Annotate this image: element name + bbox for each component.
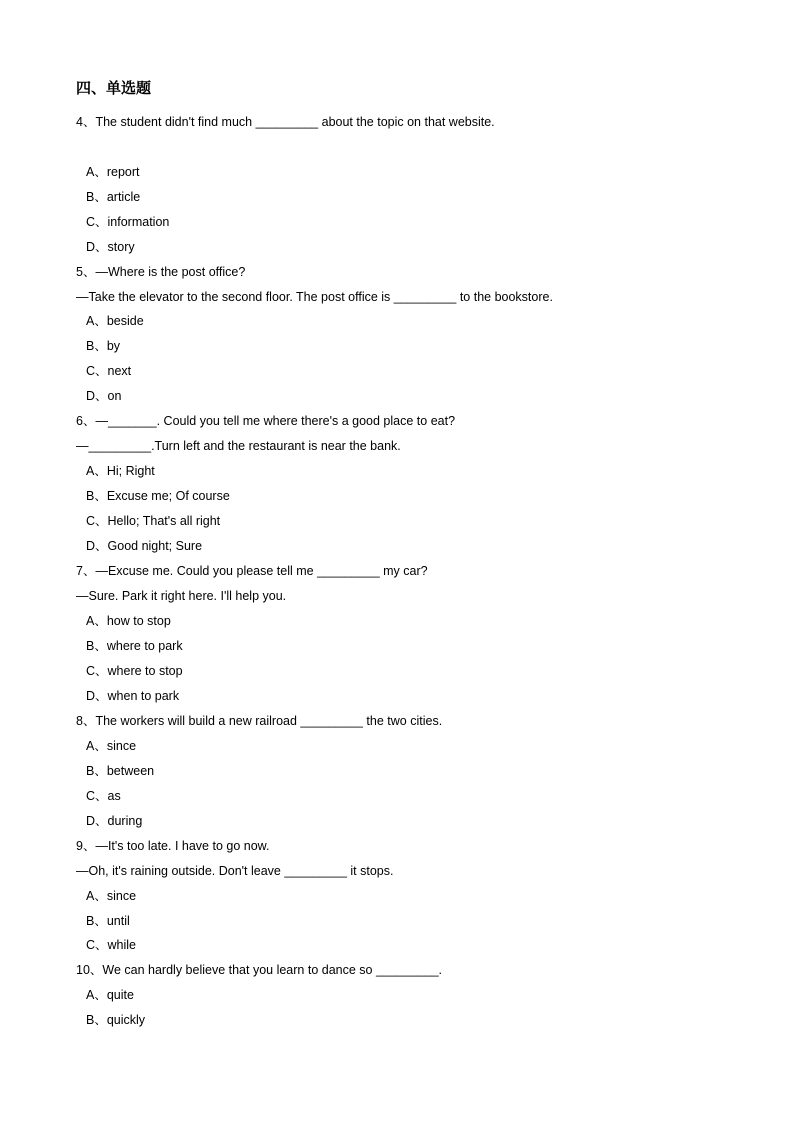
question-7-stem: 7、—Excuse me. Could you please tell me _________ my car? — [76, 564, 428, 578]
question-4-option-a[interactable]: A、report — [86, 165, 140, 179]
question-9-stem-line-2: —Oh, it's raining outside. Don't leave _________ it stops. — [76, 864, 394, 878]
question-5-stem-line-2: —Take the elevator to the second floor. The post office is _________ to the bookstore. — [76, 290, 553, 304]
question-6-option-d[interactable]: D、Good night; Sure — [86, 539, 203, 553]
question-4-option-b[interactable]: B、article — [86, 190, 141, 204]
question-5-option-b[interactable]: B、by — [86, 339, 121, 353]
question-7-option-d[interactable]: D、when to park — [86, 689, 180, 703]
question-7-option-c[interactable]: C、where to stop — [86, 664, 183, 678]
question-10-stem: 10、We can hardly believe that you learn to dance so _________. — [76, 963, 442, 977]
question-7-stem-line-2: —Sure. Park it right here. I'll help you. — [76, 589, 287, 603]
question-4-option-d[interactable]: D、story — [86, 240, 135, 254]
section-title: 四、单选题 — [76, 79, 152, 97]
question-5-option-d[interactable]: D、on — [86, 389, 122, 403]
question-6-option-c[interactable]: C、Hello; That's all right — [86, 514, 221, 528]
question-8-option-a[interactable]: A、since — [86, 739, 137, 753]
question-7-option-a[interactable]: A、how to stop — [86, 614, 171, 628]
question-5-option-c[interactable]: C、next — [86, 364, 132, 378]
question-8-option-b[interactable]: B、between — [86, 764, 155, 778]
question-9-stem: 9、—It's too late. I have to go now. — [76, 839, 270, 853]
question-10-option-b[interactable]: B、quickly — [86, 1013, 146, 1027]
question-4-option-c[interactable]: C、information — [86, 215, 170, 229]
question-7-option-b[interactable]: B、where to park — [86, 639, 183, 653]
question-9-option-b[interactable]: B、until — [86, 914, 130, 928]
question-8-stem: 8、The workers will build a new railroad _________ the two cities. — [76, 714, 443, 728]
question-10-option-a[interactable]: A、quite — [86, 988, 134, 1002]
question-6-stem: 6、—_______. Could you tell me where there's a good place to eat? — [76, 414, 456, 428]
question-9-option-a[interactable]: A、since — [86, 889, 137, 903]
question-8-option-d[interactable]: D、during — [86, 814, 143, 828]
question-4-stem: 4、The student didn't find much _________ about the topic on that website. — [76, 115, 495, 129]
question-8-option-c[interactable]: C、as — [86, 789, 121, 803]
question-9-option-c[interactable]: C、while — [86, 938, 137, 952]
question-6-stem-line-2: —_________.Turn left and the restaurant is near the bank. — [76, 439, 401, 453]
question-6-option-a[interactable]: A、Hi; Right — [86, 464, 155, 478]
question-6-option-b[interactable]: B、Excuse me; Of course — [86, 489, 230, 503]
question-5-option-a[interactable]: A、beside — [86, 314, 144, 328]
question-5-stem: 5、—Where is the post office? — [76, 265, 246, 279]
